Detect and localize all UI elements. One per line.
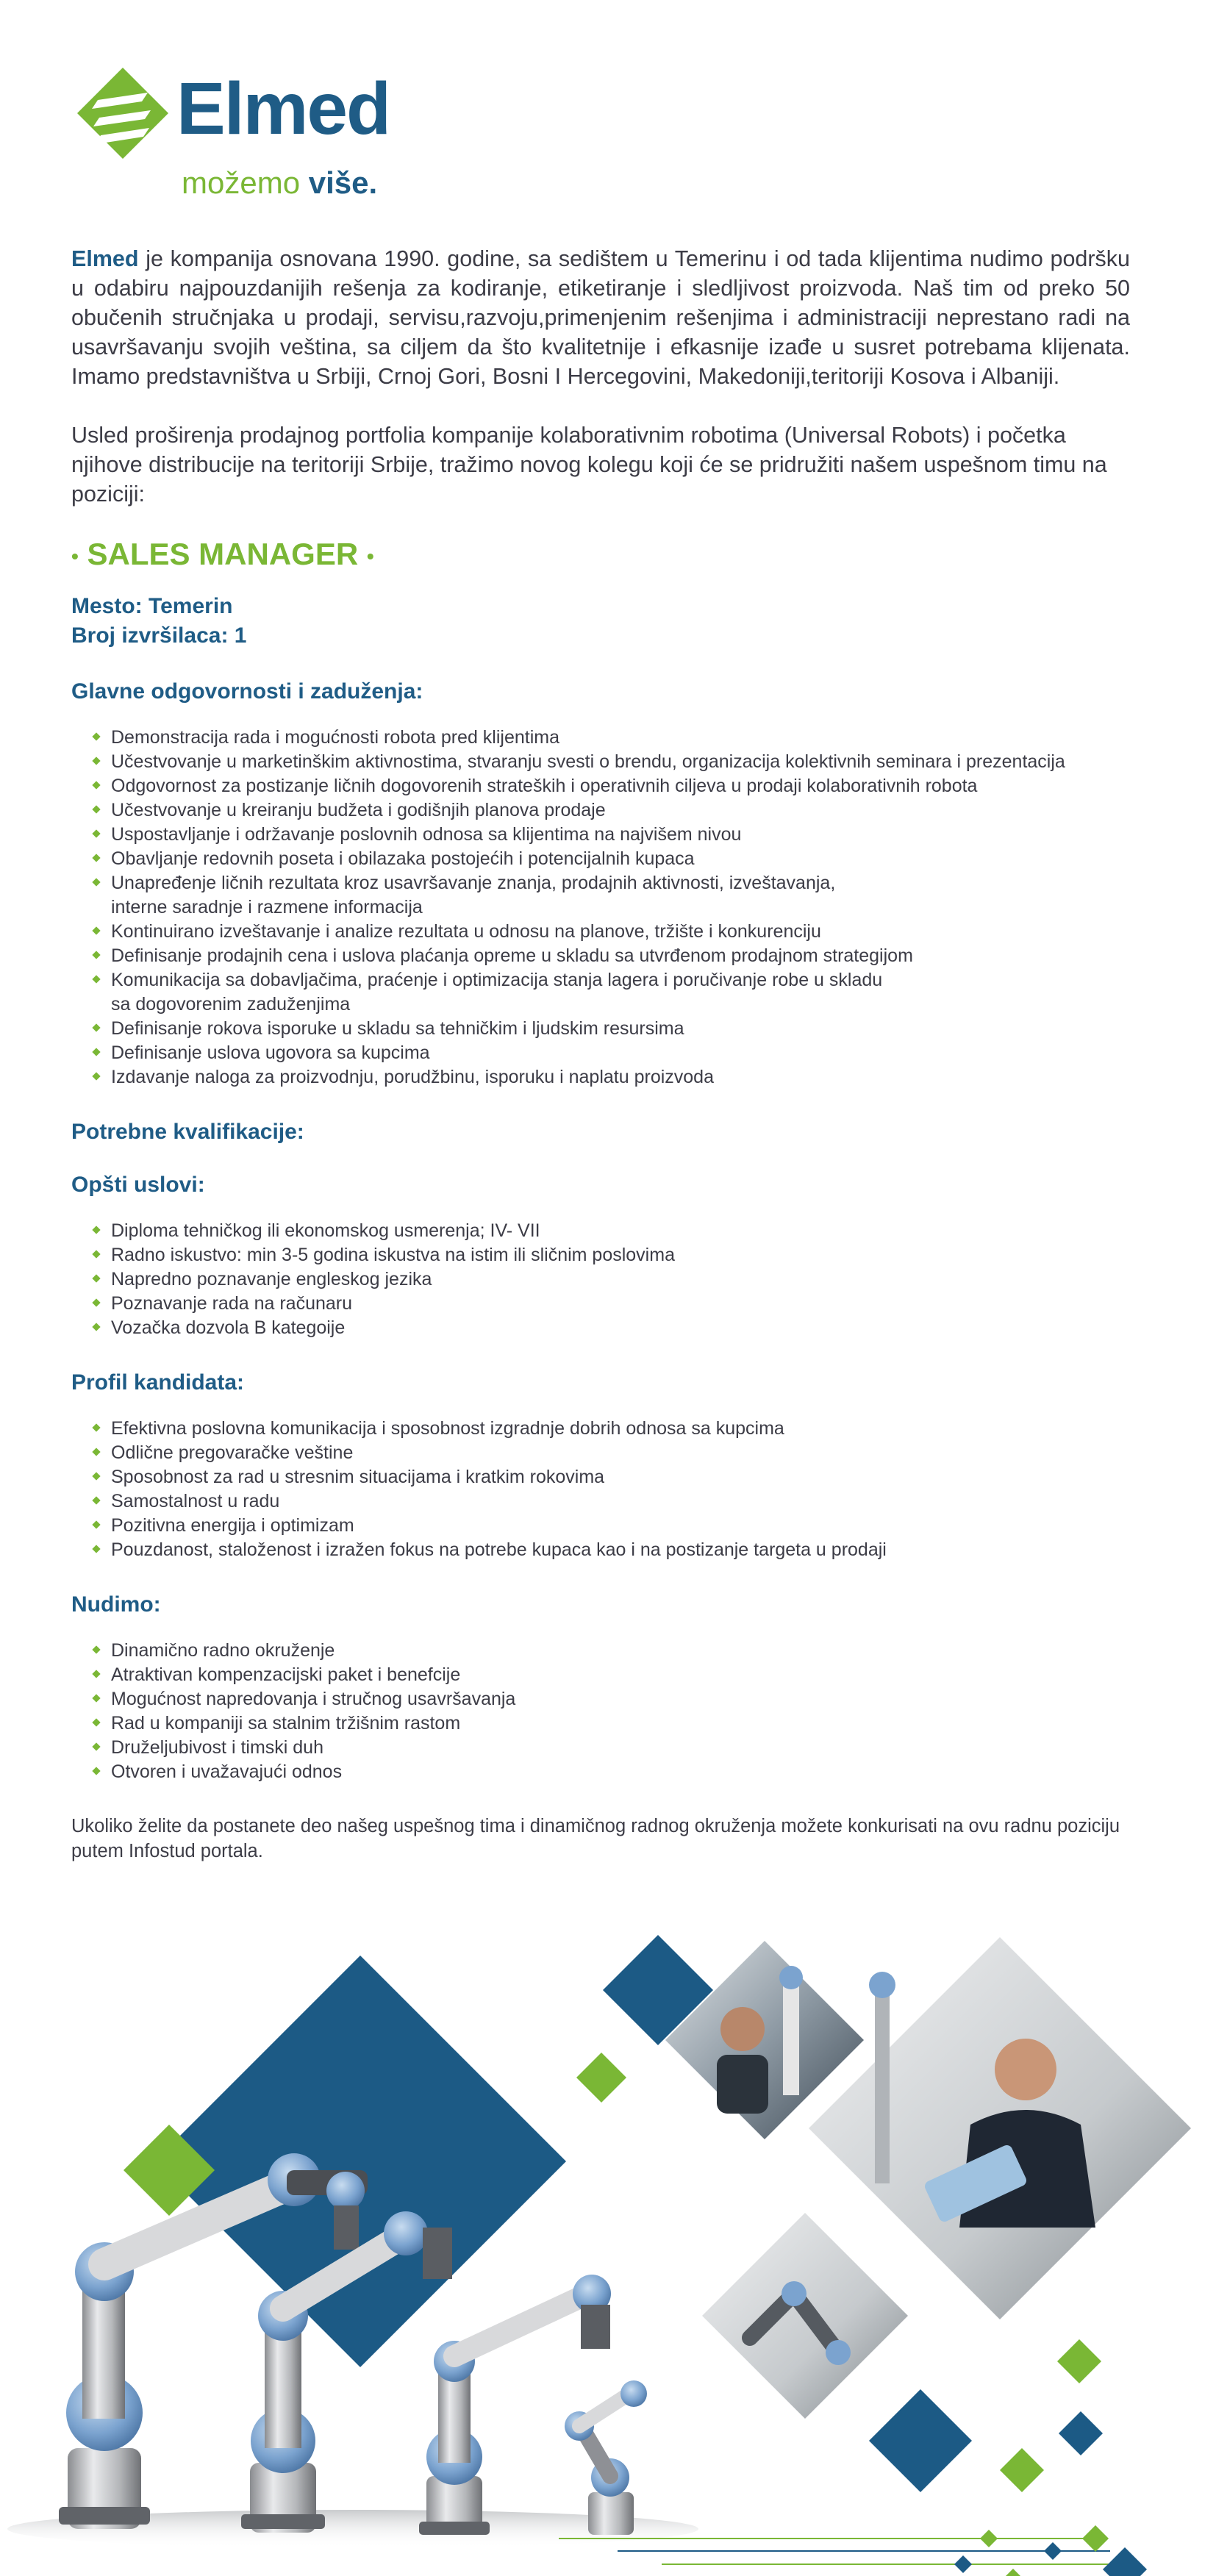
list-item — [93, 944, 1130, 968]
list-item-line: interne saradnje i razmene informacija — [111, 896, 423, 917]
title-bullet-left: • — [71, 544, 79, 568]
list-item-line: Komunikacija sa dobavljačima, praćenje i optimizacija stanja lagera i poručivanje robe u skladu — [111, 969, 883, 990]
list-item-line: sa dogovorenim zaduženjima — [111, 993, 351, 1015]
position-intro-paragraph: Usled proširenja prodajnog portfolia kompanije kolaborativnim robotima (Universal Robots) i početka njihove distribucije na teritoriji Srbije, tražimo novog kolegu koji će se pridružiti našem uspešnom timu na poziciji: — [71, 423, 1107, 507]
list-item: Sposobnost za rad u stresnim situacijama i kratkim rokovima — [93, 1465, 1130, 1489]
list-item — [93, 920, 1130, 944]
intro-text: je kompanija osnovana 1990. godine, sa sedištem u Temerinu i od tada klijentima nudimo podršku u odabiru najpouzdanijih rešenja za kodiranje, etiketiranje i sledljivost proizvoda. Naš tim od preko 50 obučenih stručnjaka u prodaji, servisu,razvoju,primenjenim rešenjima i administraciji neprestano radi na usavršavanju svojih veština, sa ciljem da što kvalitetnije i efkasnije izađe u susret potrebama klijenata. Imamo predstavništva u Srbiji, Crnoj Gori, Bosni I Hercegovini, Makedoniji,teritoriji Kosova i Albaniji. — [71, 246, 1130, 389]
list-item: Otvoren i uvažavajući odnos — [93, 1760, 1130, 1784]
list-item: Diploma tehničkog ili ekonomskog usmerenja; IV- VII — [93, 1219, 1130, 1243]
list-item — [93, 726, 1130, 750]
list-item-line: Unapređenje ličnih rezultata kroz usavršavanje znanja, prodajnih aktivnosti, izveštavanja, — [111, 872, 836, 893]
logo-mark-icon — [77, 68, 168, 159]
slogan-part1: možemo — [182, 165, 301, 200]
offer-title: Nudimo: — [71, 1592, 161, 1617]
list-item-line: Demonstracija rada i mogućnosti robota pred klijentima — [111, 726, 560, 748]
list-item — [93, 871, 1130, 920]
list-item: Poznavanje rada na računaru — [93, 1292, 1130, 1316]
profile-title: Profil kandidata: — [71, 1370, 245, 1395]
responsibilities-list — [71, 726, 1130, 1090]
list-item-line: Definisanje uslova ugovora sa kupcima — [111, 1042, 430, 1063]
robot-arm-small — [419, 2275, 611, 2535]
photo-diamond-engineer — [809, 1937, 1191, 2319]
list-item-line: Odgovornost za postizanje ličnih dogovorenih strateških i operativnih ciljeva u prodaji kolaborativnih robota — [111, 775, 978, 796]
list-item — [93, 798, 1130, 823]
list-item-line: Obavljanje redovnih poseta i obilazaka postojećih i potencijalnih kupaca — [111, 848, 695, 869]
list-item-line: Učestvovanje u marketinškim aktivnostima, stvaranju svesti o brendu, organizacija kolektivnih seminara i prezentacija — [111, 751, 1065, 772]
list-item — [93, 1065, 1130, 1090]
qualifications-title: Potrebne kvalifikacije: — [71, 1119, 304, 1144]
location: Mesto: Temerin — [71, 593, 233, 618]
job-title-text: SALES MANAGER — [87, 537, 359, 571]
list-item: Druželjubivost i timski duh — [93, 1736, 1130, 1760]
list-item: Samostalnost u radu — [93, 1489, 1130, 1514]
responsibilities-title: Glavne odgovornosti i zaduženja: — [71, 679, 423, 704]
list-item-line: Kontinuirano izveštavanje i analize rezultata u odnosu na planove, tržište i konkurenciju — [111, 920, 821, 942]
offer-list — [71, 1639, 1130, 1784]
list-item: Dinamično radno okruženje — [93, 1639, 1130, 1663]
list-item-line: Izdavanje naloga za proizvodnju, porudžbinu, isporuku i naplatu proizvoda — [111, 1066, 714, 1087]
intro-paragraph — [71, 244, 1130, 391]
list-item: Pouzdanost, staloženost i izražen fokus na potrebe kupaca kao i na postizanje targeta u prodaji — [93, 1538, 1130, 1562]
position-meta — [71, 592, 1130, 651]
robot-arm-tiny — [565, 2380, 647, 2535]
list-item — [93, 1017, 1130, 1041]
headcount: Broj izvršilaca: 1 — [71, 623, 247, 648]
slogan — [182, 165, 378, 200]
job-ad-content — [71, 244, 1130, 1864]
robots-illustration — [0, 1882, 1216, 2576]
list-item-line: Učestvovanje u kreiranju budžeta i godišnjih planova prodaje — [111, 799, 606, 820]
general-list — [71, 1219, 1130, 1340]
list-item: Radno iskustvo: min 3-5 godina iskustva na istim ili sličnim poslovima — [93, 1243, 1130, 1267]
list-item: Efektivna poslovna komunikacija i sposobnost izgradnje dobrih odnosa sa kupcima — [93, 1417, 1130, 1441]
list-item — [93, 1041, 1130, 1065]
list-item — [93, 968, 1130, 1017]
photo-diamond-robot — [702, 2213, 908, 2419]
list-item — [93, 847, 1130, 871]
list-item: Pozitivna energija i optimizam — [93, 1514, 1130, 1538]
list-item: Mogućnost napredovanja i stručnog usavršavanja — [93, 1687, 1130, 1711]
title-bullet-right: • — [366, 544, 374, 568]
logo-wordmark: Elmed — [176, 68, 390, 150]
general-title: Opšti uslovi: — [71, 1172, 205, 1197]
list-item — [93, 823, 1130, 847]
list-item: Napredno poznavanje engleskog jezika — [93, 1267, 1130, 1292]
list-item — [93, 774, 1130, 798]
slogan-part2: više. — [308, 165, 378, 200]
profile-list — [71, 1417, 1130, 1562]
list-item-line: Uspostavljanje i održavanje poslovnih odnosa sa klijentima na najvišem nivou — [111, 823, 742, 845]
list-item — [93, 750, 1130, 774]
job-title — [71, 534, 1130, 577]
closing-paragraph: Ukoliko želite da postanete deo našeg uspešnog tima i dinamičnog radnog okruženja možete konkurisati na ovu radnu poziciju putem Infostud portala. — [71, 1815, 1120, 1861]
list-item: Atraktivan kompenzacijski paket i benefcije — [93, 1663, 1130, 1687]
list-item: Vozačka dozvola B kategoije — [93, 1316, 1130, 1340]
list-item-line: Definisanje prodajnih cena i uslova plaćanja opreme u skladu sa utvrđenom prodajnom strategijom — [111, 945, 913, 966]
list-item: Rad u kompaniji sa stalnim tržišnim rastom — [93, 1711, 1130, 1736]
list-item-line: Definisanje rokova isporuke u skladu sa tehničkim i ljudskim resursima — [111, 1017, 684, 1039]
list-item: Odlične pregovaračke veštine — [93, 1441, 1130, 1465]
decor-lines — [559, 2539, 1117, 2576]
intro-brand: Elmed — [71, 246, 139, 271]
